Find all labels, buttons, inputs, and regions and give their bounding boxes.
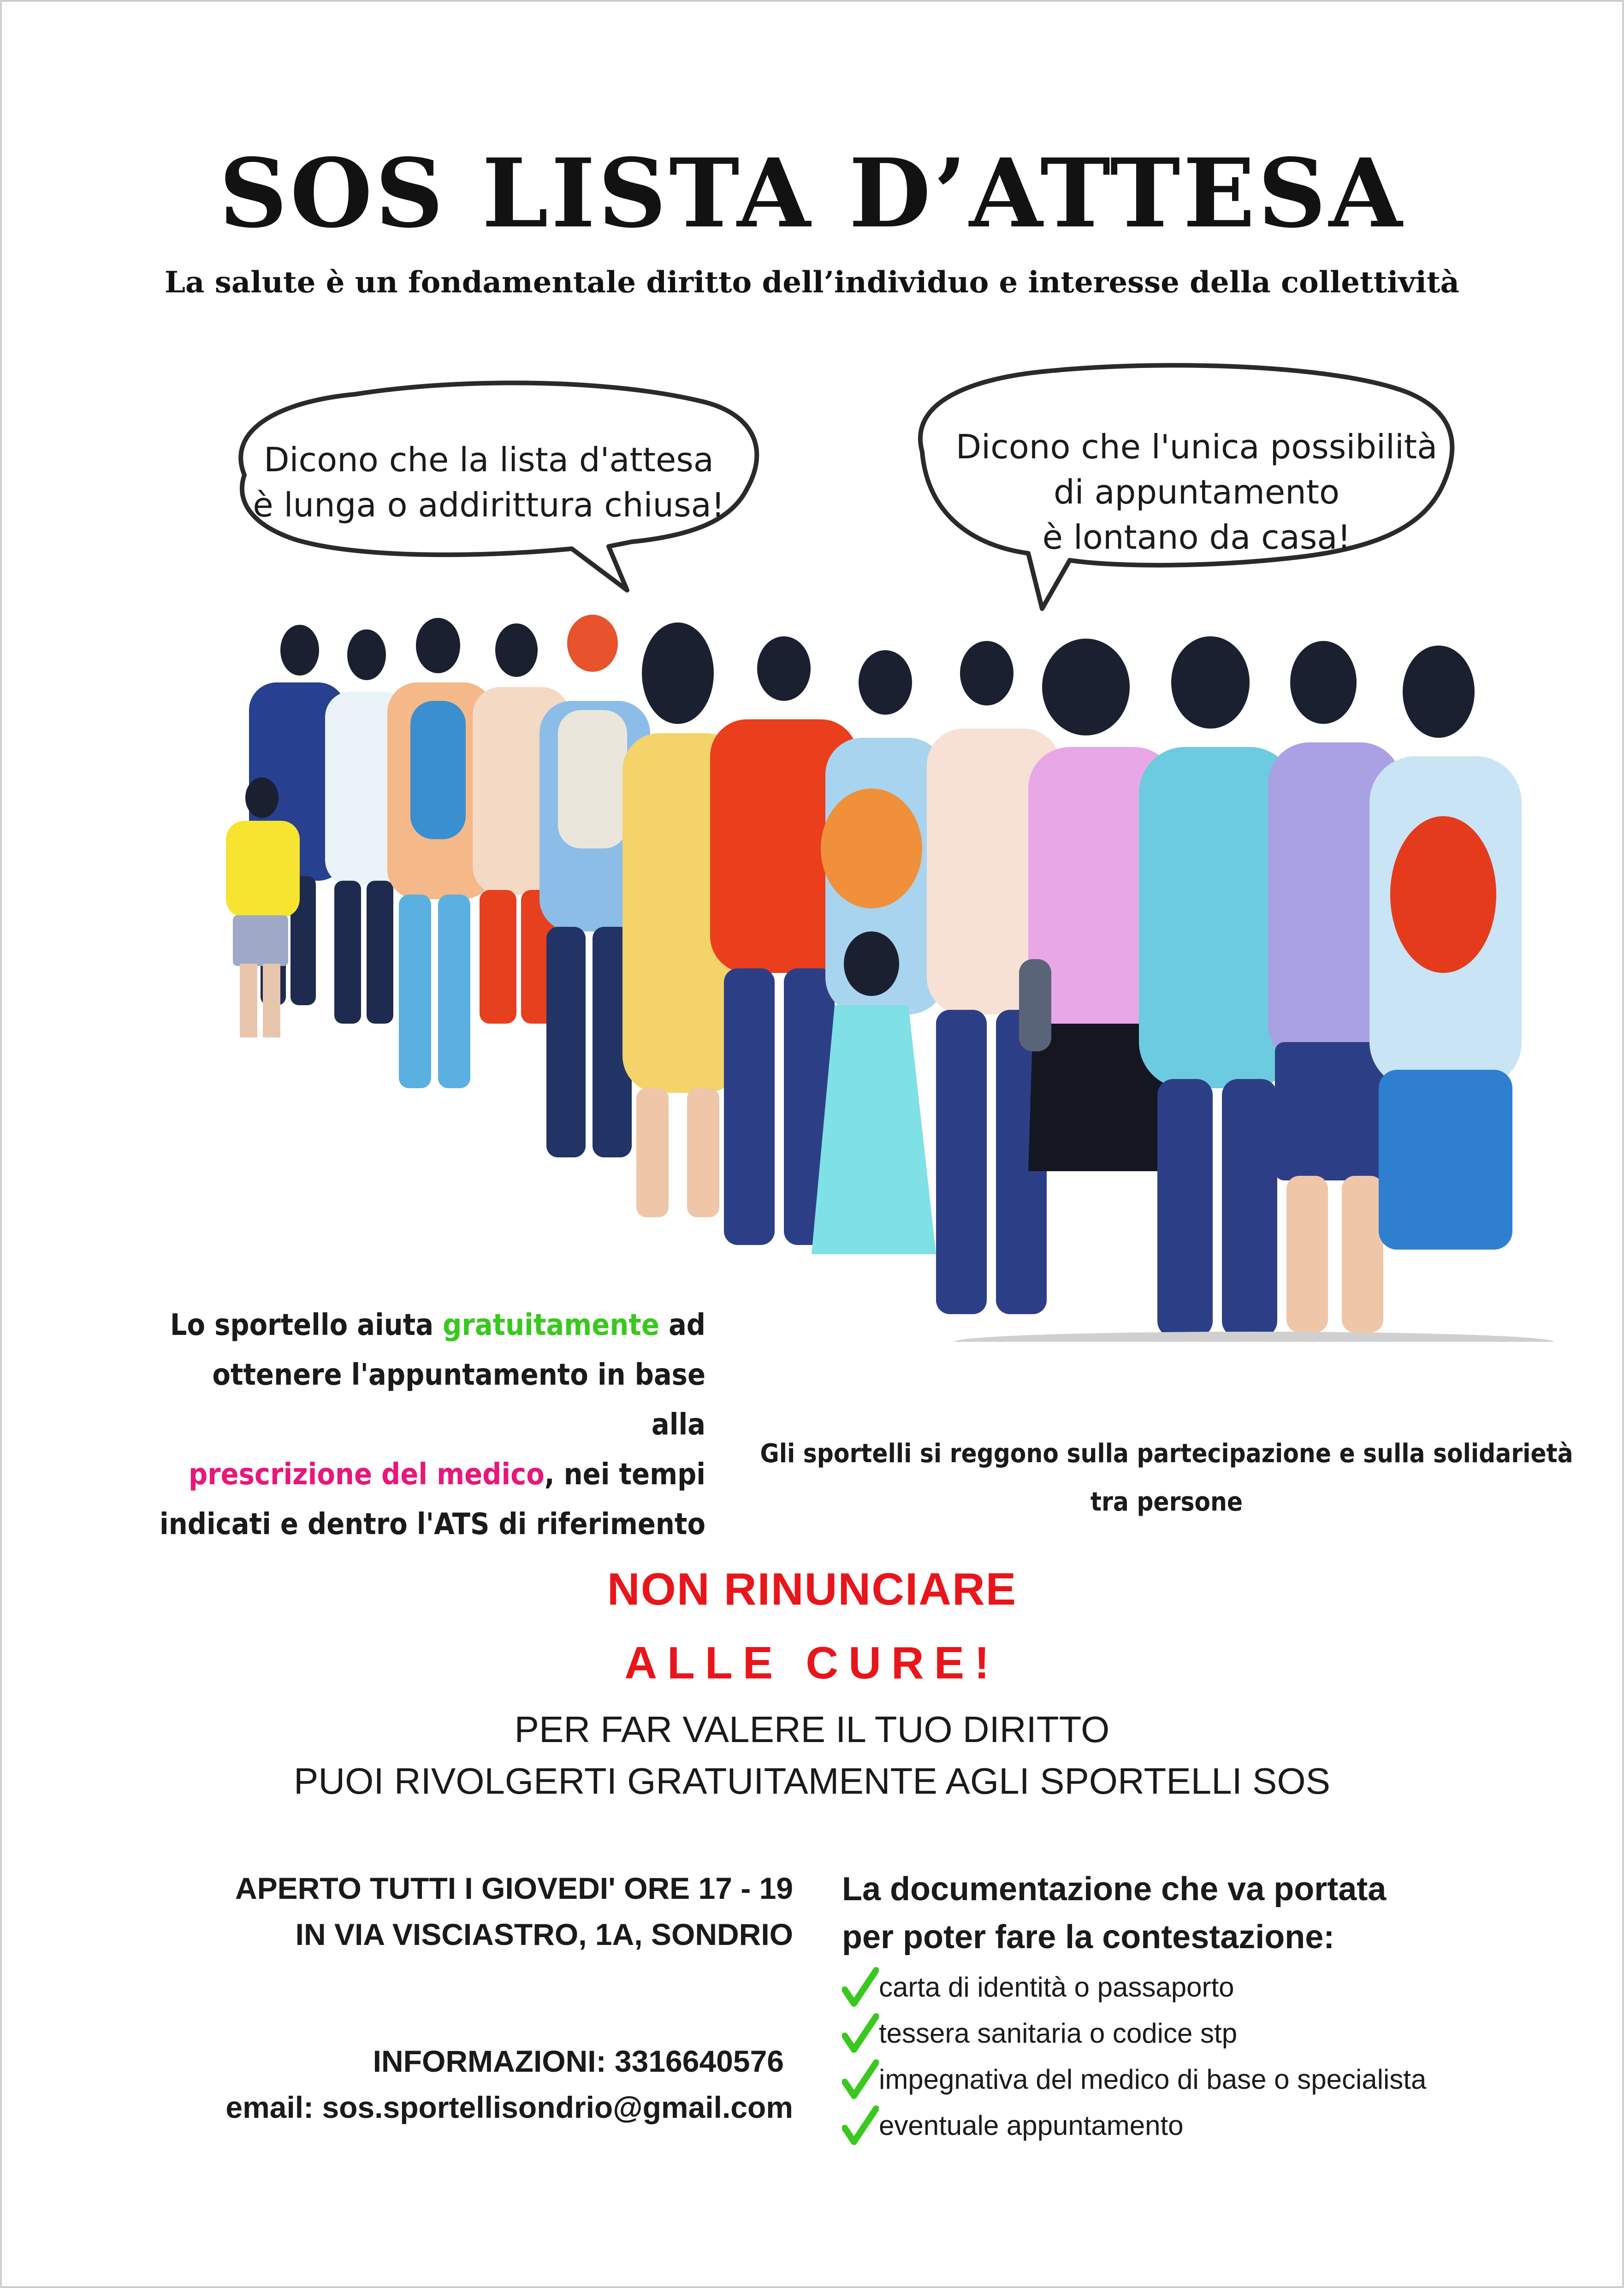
bubble-right-line: è lontano da casa! [1042,518,1351,557]
sportello-line [152,1450,705,1500]
opening-hours: APERTO TUTTI I GIOVEDI' ORE 17 - 19 [235,1871,793,1905]
solidarity-note [747,1429,1586,1526]
text-span: , nei tempi [544,1458,705,1492]
document-item-label: tessera sanitaria o codice stp [879,2017,1238,2049]
green-checkmark-icon [842,2105,879,2146]
text-span: indicati e dentro l'ATS di riferimento [160,1507,705,1541]
bubble-right-line: Dicono che l'unica possibilità [955,427,1438,466]
documents-section [842,1865,1557,2148]
poster-title: SOS LISTA D’ATTESA [219,138,1405,249]
cta-alle-cure: ALLE CURE! [624,1637,1000,1688]
email-address: email: sos.sportellisondrio@gmail.com [225,2090,793,2124]
sportello-line [152,1350,705,1450]
highlight-prescrizione: prescrizione del medico [188,1458,545,1492]
cta-line: PER FAR VALERE IL TUO DIRITTO [514,1709,1110,1750]
text-span: ottenere l'appuntamento in base alla [212,1358,705,1442]
cta-non-rinunciare: NON RINUNCIARE [607,1564,1017,1614]
phone-number: INFORMAZIONI: 3316640576 [373,2044,784,2078]
cta-diritto [0,1704,1624,1807]
text-span: Lo sportello aiuta [170,1308,443,1342]
documents-title-line: La documentazione che va portata [842,1871,1387,1908]
bubble-left-line: Dicono che la lista d'attesa [264,440,714,479]
poster-subtitle: La salute è un fondamentale diritto dell’individuo e interesse della collettività [165,265,1459,300]
sportello-line [152,1300,705,1350]
people-queue [226,615,1522,1337]
green-checkmark-icon [842,1967,879,2007]
bubble-right-line: di appuntamento [1053,473,1340,511]
document-item [842,1964,1557,2010]
sportello-description [152,1300,705,1549]
document-item [842,2010,1557,2056]
cta-line: PUOI RIVOLGERTI GRATUITAMENTE AGLI SPORTELLI SOS [294,1760,1330,1802]
bubble-left-text [240,437,738,528]
solidarity-line: Gli sportelli si reggono sulla partecipazione e sulla solidarietà [760,1439,1573,1469]
document-item [842,2102,1557,2148]
document-item-label: carta di identità o passaporto [879,1971,1234,2003]
highlight-gratuitamente: gratuitamente [443,1308,659,1342]
solidarity-line: tra persone [1090,1487,1243,1517]
green-checkmark-icon [842,2013,879,2053]
documents-title-line: per poter fare la contestazione: [842,1919,1335,1956]
document-item-label: eventuale appuntamento [879,2110,1184,2141]
documents-list [842,1964,1557,2148]
document-item [842,2056,1557,2102]
contact-info [138,1865,793,2130]
bubble-left-line: è lunga o addirittura chiusa! [253,486,725,524]
document-item-label: impegnativa del medico di base o specialista [879,2063,1427,2095]
address: IN VIA VISCIASTRO, 1A, SONDRIO [295,1917,793,1951]
text-span: ad [659,1308,705,1342]
green-checkmark-icon [842,2059,879,2099]
person-figure [1369,646,1522,1250]
bubble-right-text [920,424,1473,560]
sportello-line [152,1500,705,1549]
